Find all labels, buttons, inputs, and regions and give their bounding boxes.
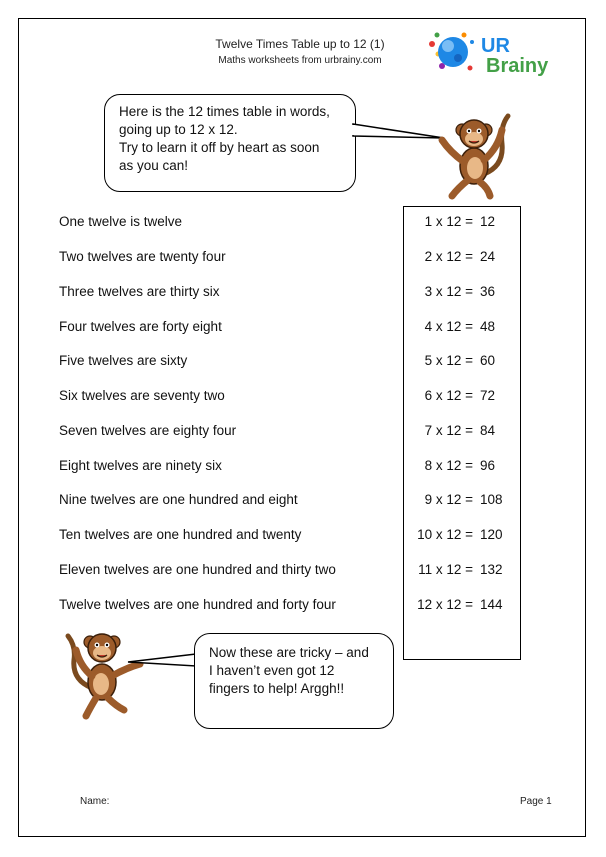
table-row-words: One twelve is twelve bbox=[59, 214, 183, 229]
table-row-words: Two twelves are twenty four bbox=[59, 249, 226, 264]
table-row-equation: 6 x 12 = bbox=[424, 388, 473, 403]
intro-speech-bubble bbox=[104, 94, 356, 192]
intro-line: Try to learn it off by heart as soon bbox=[119, 140, 320, 155]
table-row-answer: 12 bbox=[480, 214, 496, 229]
table-row-equation: 10 x 12 = bbox=[417, 527, 473, 542]
table-row-answer: 60 bbox=[480, 353, 496, 368]
table-row-answer: 132 bbox=[480, 562, 503, 577]
table-row-answer: 24 bbox=[480, 249, 496, 264]
page-title: Twelve Times Table up to 12 (1) bbox=[215, 37, 385, 51]
table-row-answer: 84 bbox=[480, 423, 496, 438]
table-row-answer: 48 bbox=[480, 319, 496, 334]
table-row-words: Four twelves are forty eight bbox=[59, 319, 222, 334]
table-row-answer: 96 bbox=[480, 458, 496, 473]
intro-line: Here is the 12 times table in words, bbox=[119, 104, 330, 119]
urbrainy-logo bbox=[428, 30, 550, 76]
table-row-words: Three twelves are thirty six bbox=[59, 284, 220, 299]
monkey-illustration bbox=[432, 104, 512, 200]
table-row-equation: 12 x 12 = bbox=[417, 597, 473, 612]
table-row-equation: 2 x 12 = bbox=[424, 249, 473, 264]
page-number: Page 1 bbox=[520, 796, 552, 807]
table-row-words: Eight twelves are ninety six bbox=[59, 458, 222, 473]
logo-text-top: UR bbox=[481, 35, 510, 57]
table-row-words: Nine twelves are one hundred and eight bbox=[59, 492, 298, 507]
table-row-answer: 72 bbox=[480, 388, 496, 403]
intro-line: as you can! bbox=[119, 158, 189, 173]
page-subtitle: Maths worksheets from urbrainy.com bbox=[218, 55, 382, 66]
table-row-answer: 36 bbox=[480, 284, 496, 299]
table-row-equation: 4 x 12 = bbox=[424, 319, 473, 334]
table-row-words: Twelve twelves are one hundred and forty four bbox=[59, 597, 336, 612]
table-row-answer: 144 bbox=[480, 597, 503, 612]
name-label: Name: bbox=[80, 796, 110, 807]
table-row-equation: 3 x 12 = bbox=[424, 284, 473, 299]
outro-speech-bubble bbox=[194, 633, 394, 729]
table-row-equation: 5 x 12 = bbox=[424, 353, 473, 368]
table-row-words: Six twelves are seventy two bbox=[59, 388, 225, 403]
intro-line: going up to 12 x 12. bbox=[119, 122, 238, 137]
table-row-words: Five twelves are sixty bbox=[59, 353, 188, 368]
table-row-equation: 8 x 12 = bbox=[424, 458, 473, 473]
table-row-equation: 11 x 12 = bbox=[418, 562, 473, 577]
outro-bubble-pointer bbox=[126, 650, 198, 674]
table-row-words: Eleven twelves are one hundred and thirty two bbox=[59, 562, 336, 577]
outro-line: Now these are tricky – and bbox=[209, 645, 369, 660]
outro-line: I haven’t even got 12 bbox=[209, 663, 335, 678]
table-row-words: Seven twelves are eighty four bbox=[59, 423, 237, 438]
table-row-equation: 7 x 12 = bbox=[424, 423, 473, 438]
table-row-answer: 108 bbox=[480, 492, 503, 507]
logo-text-bottom: Brainy bbox=[486, 55, 549, 76]
table-row-equation: 9 x 12 = bbox=[424, 492, 473, 507]
outro-line: fingers to help! Arggh!! bbox=[209, 681, 345, 696]
table-row-answer: 120 bbox=[480, 527, 503, 542]
table-row-equation: 1 x 12 = bbox=[424, 214, 473, 229]
table-row-words: Ten twelves are one hundred and twenty bbox=[59, 527, 302, 542]
